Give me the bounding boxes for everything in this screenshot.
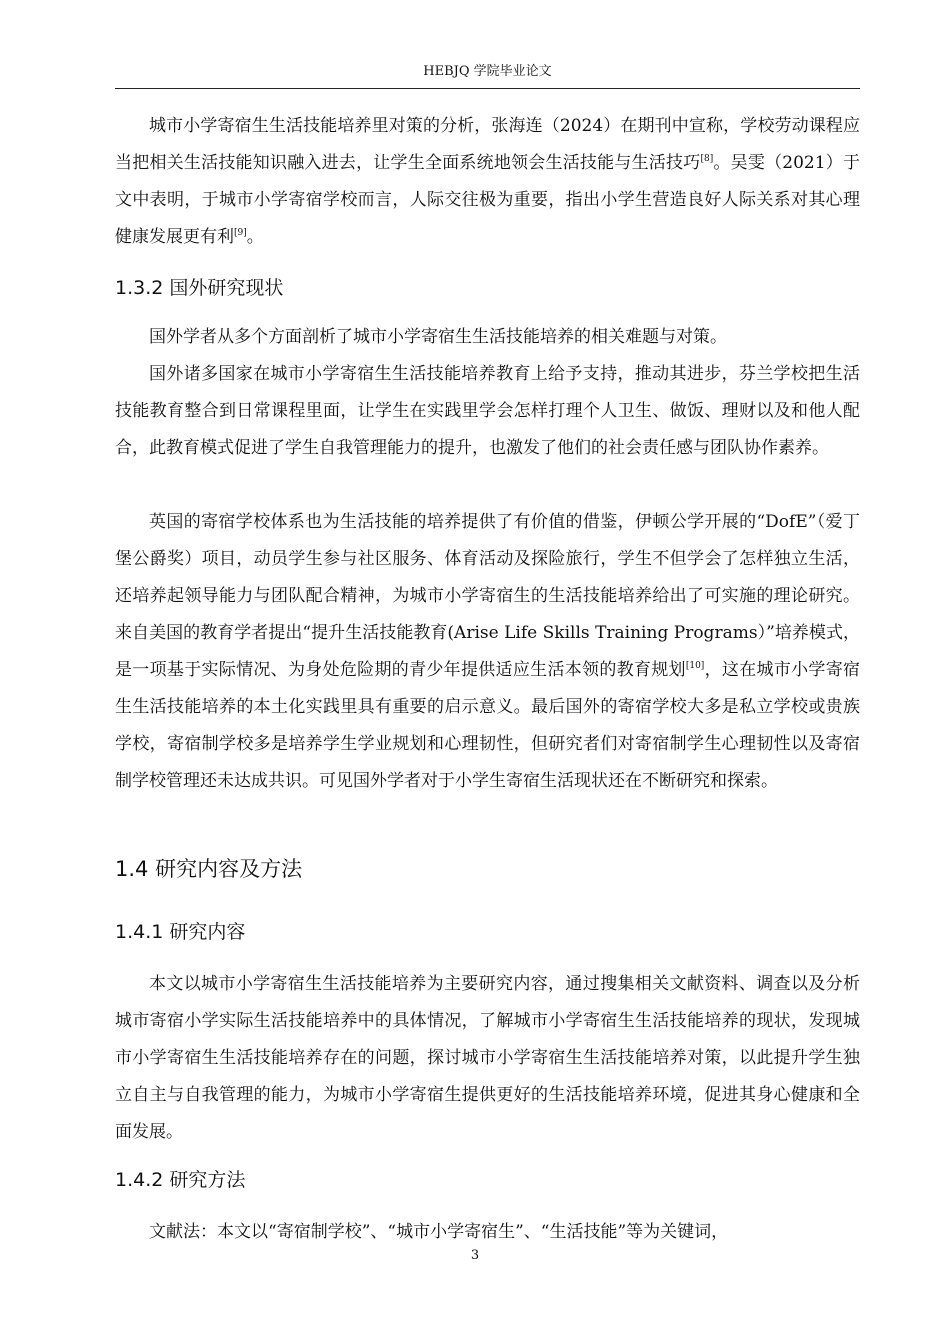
- p3-text: 国外诸多国家在城市小学寄宿生生活技能培养教育上给予支持，推动其进步，芬兰学校把生活技能教育整合到日常课程里面，让学生在实践里学会怎样打理个人卫生、做饭、理财以及和他人配合，此教育模式促进了学生自我管理能力的提升，也激发了他们的社会责任感与团队协作素养。: [115, 364, 860, 458]
- page-header: [115, 62, 860, 89]
- p1-text: 城市小学寄宿生生活技能培养里对策的分析，张海连（2024）在期刊中宣称，学校劳动课程应当把相关生活技能知识融入进去，让学生全面系统地领会生活技能与生活技巧: [115, 116, 860, 173]
- citation-10: [10]: [685, 661, 705, 671]
- p1-end: 。: [246, 227, 264, 247]
- p5-text: 本文以城市小学寄宿生生活技能培养为主要研究内容，通过搜集相关文献资料、调查以及分析城市寄宿小学实际生活技能培养中的具体情况，了解城市小学寄宿生生活技能培养的现状，发现城市小学寄宿生生活技能培养存在的问题，探讨城市小学寄宿生生活技能培养对策，以此提升学生独立自主与自我管理的能力，为城市小学寄宿生提供更好的生活技能培养环境，促进其身心健康和全面发展。: [115, 974, 860, 1142]
- paragraph-5: [115, 966, 860, 1151]
- paragraph-4: [115, 504, 860, 800]
- paragraph-6: [115, 1214, 860, 1251]
- heading-1-4-1: 1.4.1 研究内容: [115, 921, 246, 943]
- header-title: HEBJQ 学院毕业论文: [423, 64, 552, 79]
- heading-1-3-2: 1.3.2 国外研究现状: [115, 277, 284, 299]
- heading-1-4: 1.4 研究内容及方法: [115, 857, 303, 881]
- p4-end: ，这在城市小学寄宿生生活技能培养的本土化实践里具有重要的启示意义。最后国外的寄宿学校大多是私立学校或贵族学校，寄宿制学校多是培养学生学业规划和心理韧性，但研究者们对寄宿制学生心理韧性以及寄宿制学校管理还未达成共识。可见国外学者对于小学生寄宿生活现状还在不断研究和探索。: [115, 660, 861, 791]
- paragraph-1: [115, 108, 860, 256]
- paragraph-2: [115, 319, 860, 356]
- page-number: 3: [470, 1248, 480, 1263]
- p4-text: 英国的寄宿学校体系也为生活技能的培养提供了有价值的借鉴，伊顿公学开展的“DofE”（爱丁堡公爵奖）项目，动员学生参与社区服务、体育活动及探险旅行，学生不但学会了怎样独立生活，还培养起领导能力与团队配合精神，为城市小学寄宿生的生活技能培养给出了可实施的理论研究。来自美国的教育学者提出“提升生活技能教育(Arise Life Skills Training Programs）”培养模式，是一项基于实际情况、为身处危险期的青少年提供适应生活本领的教育规划: [115, 512, 860, 680]
- p6-text: 文献法：本文以“寄宿制学校”、“城市小学寄宿生”、“生活技能”等为关键词，: [149, 1222, 729, 1242]
- citation-8: [8]: [700, 154, 714, 164]
- p2-text: 国外学者从多个方面剖析了城市小学寄宿生生活技能培养的相关难题与对策。: [149, 327, 727, 347]
- p1-mid: 。吴雯（2021）于文中表明，于城市小学寄宿学校而言，人际交往极为重要，指出小学生营造良好人际关系对其心理健康发展更有利: [115, 153, 861, 247]
- paragraph-3: [115, 356, 860, 467]
- citation-9: [9]: [234, 228, 247, 238]
- heading-1-4-2: 1.4.2 研究方法: [115, 1169, 246, 1191]
